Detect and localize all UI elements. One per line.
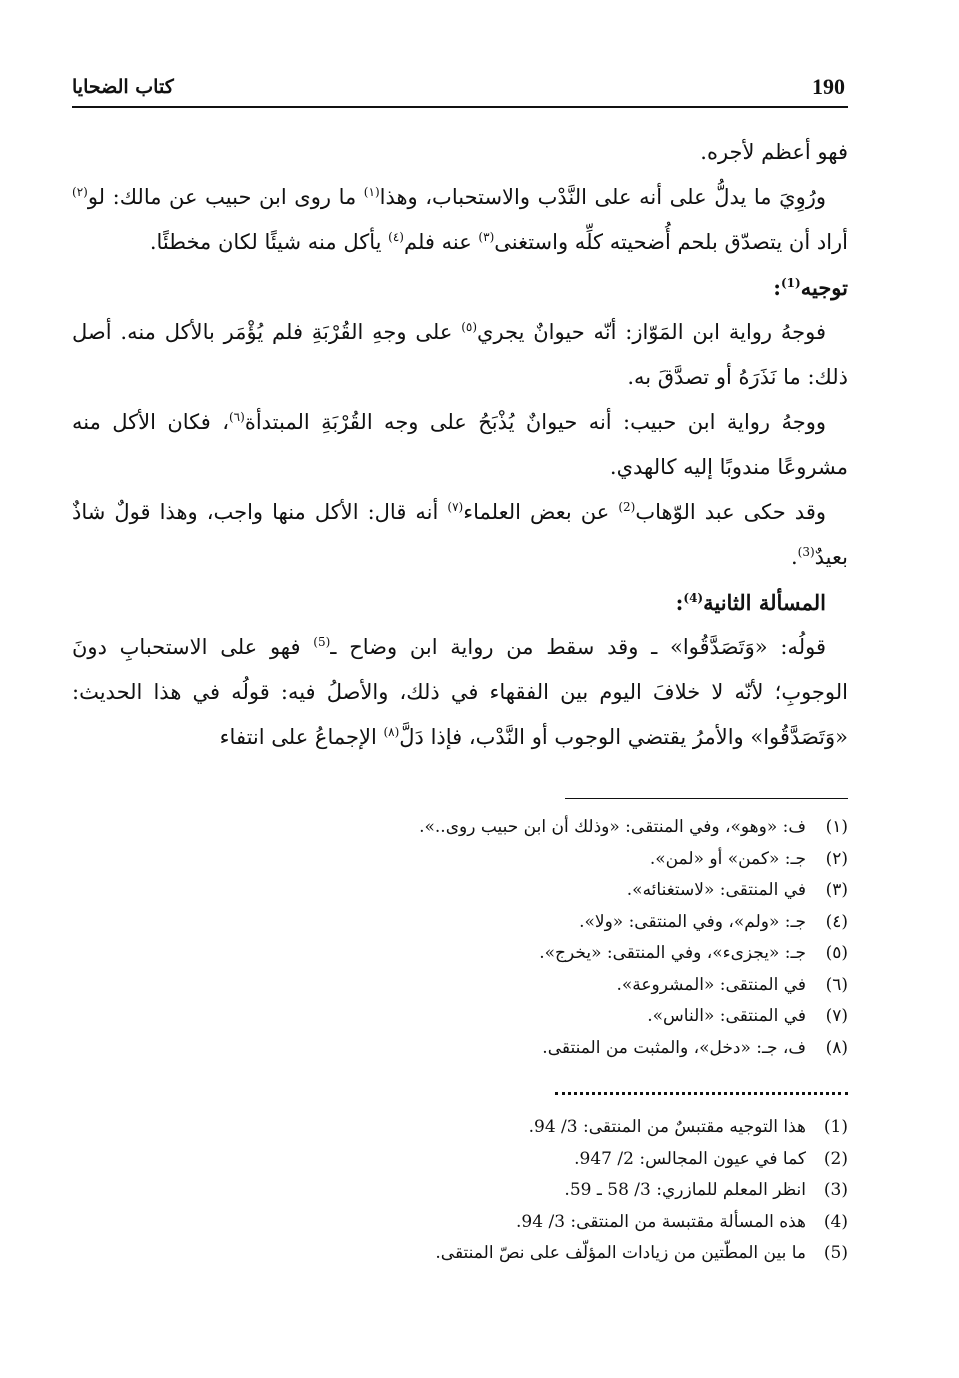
paragraph-6	[72, 625, 848, 760]
footnote-ref[interactable]: (5)	[313, 635, 331, 649]
footnote	[140, 938, 848, 970]
paragraph-5	[72, 490, 848, 580]
source-footnotes	[140, 1112, 848, 1270]
footnote-number: (٢)	[825, 848, 848, 869]
heading-colon: :	[675, 590, 684, 615]
footnote	[140, 875, 848, 907]
footnote-text: كما في عيون المجالس: 2/ 947.	[574, 1148, 806, 1169]
footnote	[140, 844, 848, 876]
paragraph-2	[72, 175, 848, 265]
footnote	[140, 1144, 848, 1176]
footnote-number: (٥)	[825, 943, 848, 963]
footnote-text: جـ: «كمن» أو «لمن».	[649, 848, 806, 869]
footnote	[140, 907, 848, 939]
footnote	[140, 1033, 848, 1065]
footnote-number: (4)	[823, 1211, 848, 1232]
heading-text: المسألة الثانية	[703, 590, 826, 615]
footnote-ref[interactable]: (2)	[618, 500, 636, 514]
text-run: الإجماعُ على انتفاء	[219, 725, 384, 749]
paragraph-3	[72, 310, 848, 400]
page-header	[72, 72, 848, 108]
footnote-ref[interactable]: (3)	[797, 545, 815, 559]
footnote-text: ما بين المطّتين من زيادات المؤلّف على نصّ المنتقى.	[435, 1243, 806, 1263]
footnote-number: (٣)	[825, 880, 848, 900]
text-run: فوجهُ رواية ابن المَوّاز: أنّه حيوانٌ يجري	[477, 320, 827, 344]
section-heading-tawjih	[72, 265, 848, 310]
footnote-text: هذا التوجيه مقتبسٌ من المنتقى: 3/ 94.	[528, 1117, 806, 1137]
text-run: يأكل منه شيئًا لكان مخطئًا.	[149, 230, 389, 254]
text-run: ورُوِيَ ما يدلُّ على أنه على النَّدْب والاستحباب، وهذا	[379, 185, 826, 209]
text-run: على وجهِ القُرْبَةِ فلم يُؤْمَر بالأكل منه. أصل ذلك: ما نَذَرَهُ أو تصدَّقَ به.	[72, 320, 848, 389]
editor-footnotes	[140, 812, 848, 1064]
footnote-ref[interactable]: (٨)	[383, 725, 400, 739]
footnote-dotted-separator	[555, 1092, 848, 1095]
footnote-text: في المنتقى: «الناس».	[647, 1006, 806, 1026]
page-number: 190	[812, 74, 845, 99]
footnote-number: (2)	[823, 1148, 848, 1169]
heading-colon: :	[773, 275, 781, 300]
footnote-ref[interactable]: (٣)	[478, 230, 495, 244]
footnote-ref[interactable]: (1)	[780, 276, 801, 290]
footnote-ref[interactable]: (٥)	[461, 320, 478, 334]
paragraph-1	[72, 130, 848, 175]
footnote-text: جـ: «ولم»، وفي المنتقى: «ولا».	[579, 911, 806, 932]
footnote-number: (٨)	[825, 1037, 848, 1058]
text-run: عن بعض العلماء	[463, 500, 619, 524]
footnote-text: في المنتقى: «المشروعة».	[616, 974, 806, 995]
footnote	[140, 970, 848, 1002]
footnote-number: (٦)	[825, 974, 848, 995]
footnote-number: (٧)	[825, 1006, 848, 1026]
footnote	[140, 1207, 848, 1239]
footnote-text: ف، جـ: «دخل»، والمثبت من المنتقى.	[542, 1037, 806, 1058]
footnote-text: هذه المسألة مقتبسة من المنتقى: 3/ 94.	[516, 1211, 806, 1232]
footnote-text: ف: «وهو»، وفي المنتقى: «وذلك أن ابن حبيب روى..».	[419, 817, 806, 837]
section-heading-second-issue	[72, 580, 848, 625]
footnote	[140, 812, 848, 844]
footnote-text: في المنتقى: «لاستغنائه».	[626, 880, 806, 900]
text-run: فهو على الاستحبابِ دونَ الوجوبِ؛ لأنّه لا خلافَ اليوم بين الفقهاء في ذلك، والأصلُ فيه: قولُه في هذا الحديث: «وَتَصَدَّقُوا» والأمرُ يقتضي الوجوب أو النَّدْب، فإذا دَلَّ	[72, 635, 848, 749]
text-run: أراد أن يتصدّق بلحم أُضحيته كلِّه واستغنى	[494, 230, 848, 254]
text-run: أنه قال: الأكل منها واجب، وهذا قولٌ شاذٌ بعيدٌ	[72, 500, 848, 569]
footnote-text: انظر المعلم للمازري: 3/ 58 ـ 59.	[564, 1180, 806, 1200]
paragraph-4	[72, 400, 848, 490]
footnote-text: جـ: «يجزىء»، وفي المنتقى: «يخرج».	[539, 943, 806, 963]
footnote-number: (3)	[823, 1180, 848, 1200]
footnote-ref[interactable]: (٤)	[388, 230, 404, 244]
footnote-number: (5)	[823, 1243, 848, 1263]
text-run: ، فكان الأكل منه مشروعًا مندوبًا إليه كالهدي.	[72, 410, 848, 479]
text-run: عنه فلم	[403, 230, 479, 254]
text-run: ووجهُ رواية ابن حبيب: أنه حيوانٌ يُذْبَحُ على وجه القُرْبَةِ المبتدأة	[244, 410, 826, 434]
text-run: .	[790, 545, 798, 569]
footnote-ref[interactable]: (٧)	[447, 500, 464, 514]
footnote-ref[interactable]: (٦)	[228, 410, 245, 424]
text-run: قولُه: «وَتَصَدَّقُوا» ـ وقد سقط من رواية ابن وضاح ـ	[330, 635, 826, 659]
footnote-number: (1)	[823, 1117, 848, 1137]
footnote	[140, 1238, 848, 1270]
footnote-separator	[565, 798, 848, 799]
running-title: كتاب الضحايا	[72, 76, 174, 98]
text-run: وقد حكى عبد الوّهاب	[635, 500, 827, 524]
footnote-number: (١)	[825, 817, 848, 837]
heading-text: توجيه	[800, 275, 848, 300]
footnote-ref[interactable]: (4)	[683, 591, 704, 605]
main-text	[72, 130, 848, 760]
footnote	[140, 1112, 848, 1144]
footnote-ref[interactable]: (٢)	[72, 185, 88, 199]
paragraph-1-text: فهو أعظم لأجره.	[700, 140, 848, 164]
footnote	[140, 1175, 848, 1207]
footnote-number: (٤)	[825, 911, 848, 932]
text-run: ما روى ابن حبيب عن مالك: لو	[87, 185, 364, 209]
footnote	[140, 1001, 848, 1033]
footnote-ref[interactable]: (١)	[363, 185, 380, 199]
